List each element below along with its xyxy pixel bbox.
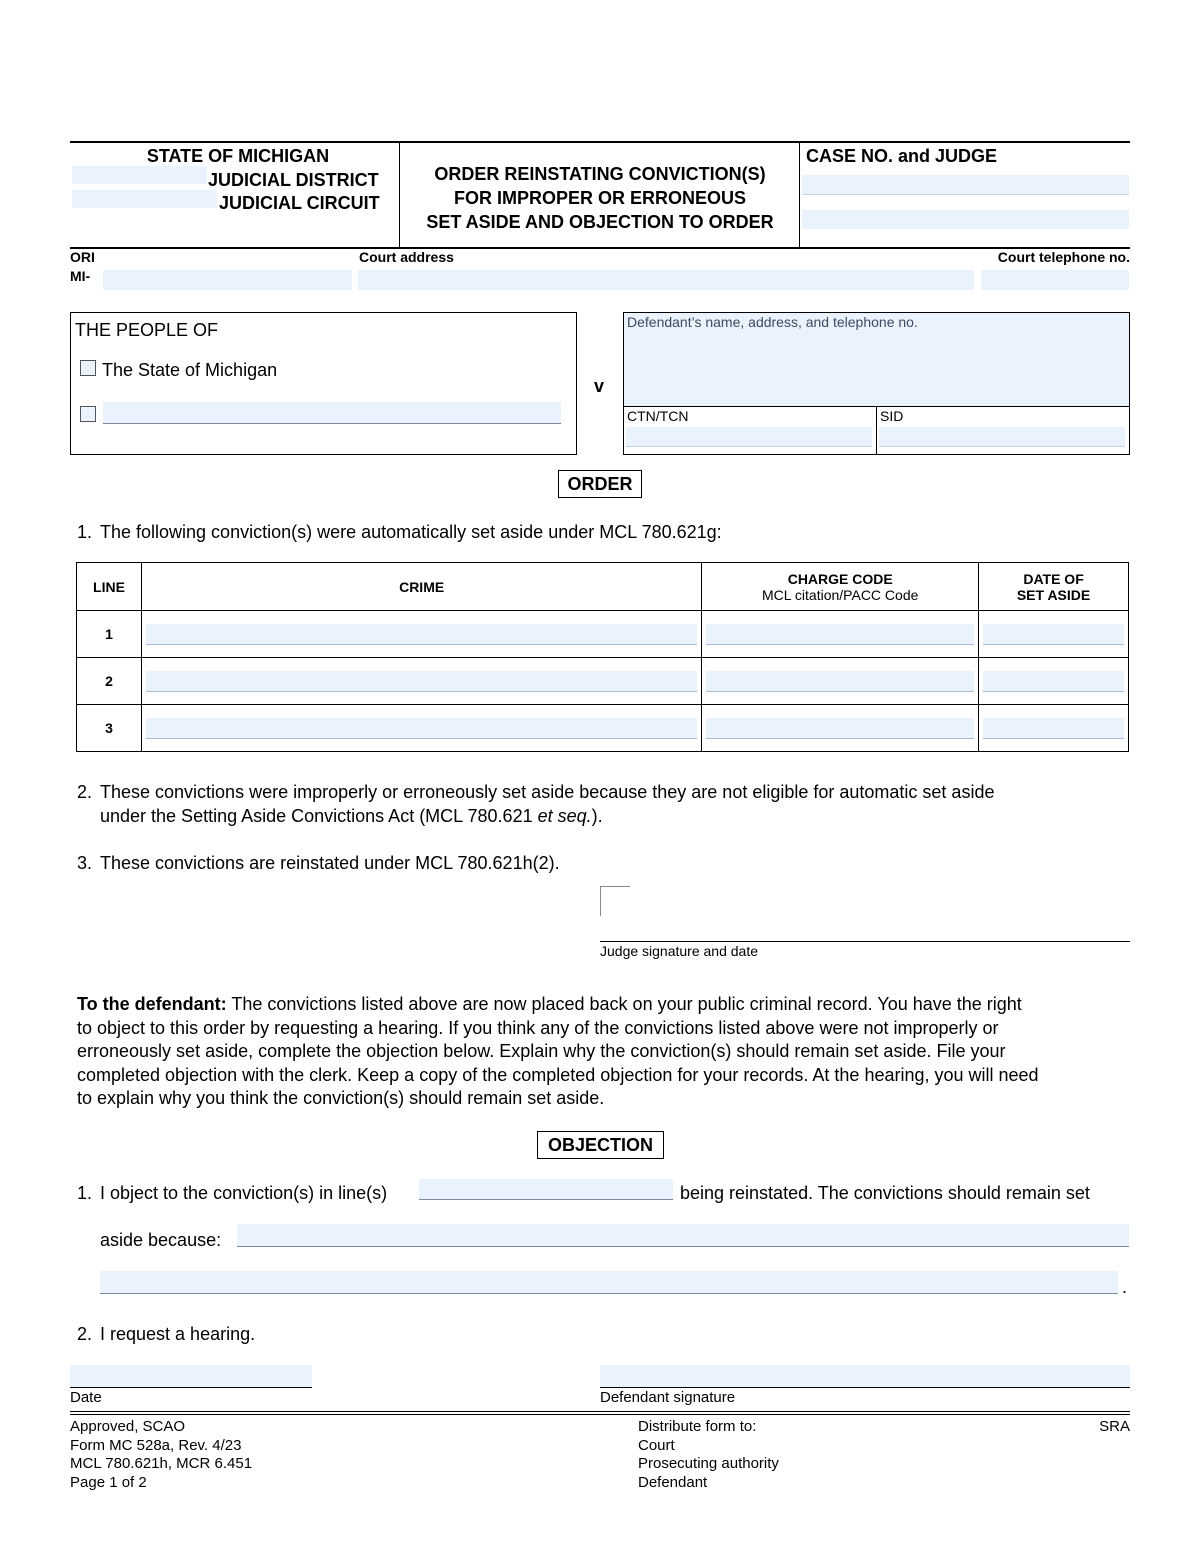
notice-line-2: to object to this order by requesting a hearing. If you think any of the convictions listed above were not improperly or xyxy=(77,1017,999,1038)
table-row xyxy=(77,658,1129,705)
crime-field[interactable] xyxy=(146,671,697,692)
notice-line-1-text: The convictions listed above are now placed back on your public criminal record. You have the right xyxy=(226,994,1022,1014)
order-item2-number: 2. xyxy=(77,782,93,802)
footer-form-number: Form MC 528a, Rev. 4/23 xyxy=(70,1436,242,1454)
col-date-title-2: SET ASIDE xyxy=(1016,586,1091,603)
order-item2-line2-b: ). xyxy=(591,805,603,826)
people-of-label: THE PEOPLE OF xyxy=(75,320,219,340)
charge-code-field[interactable] xyxy=(706,671,974,692)
footer-page-number: Page 1 of 2 xyxy=(70,1473,147,1491)
order-item3-text: These convictions are reinstated under MCL 780.621h(2). xyxy=(100,853,560,873)
date-cell xyxy=(979,611,1129,658)
crime-field[interactable] xyxy=(146,718,697,739)
other-plaintiff-field[interactable] xyxy=(103,402,561,424)
footer-code: SRA xyxy=(1099,1418,1130,1435)
order-item2-line1: These convictions were improperly or erroneously set aside because they are not eligible for automatic set aside xyxy=(100,782,995,802)
ctn-label: CTN/TCN xyxy=(627,408,689,424)
objection-item2-number: 2. xyxy=(77,1324,93,1344)
set-aside-date-field[interactable] xyxy=(983,671,1124,692)
order-item3-number: 3. xyxy=(77,853,93,873)
order-heading: ORDER xyxy=(558,470,642,498)
notice-line-4: completed objection with the clerk. Keep a copy of the completed objection for your records. At the hearing, you will need xyxy=(77,1064,1039,1085)
ori-field[interactable] xyxy=(103,270,352,290)
objection-item1-text-a: I object to the conviction(s) in line(s) xyxy=(100,1183,388,1203)
order-item1-text: The following conviction(s) were automatically set aside under MCL 780.621g: xyxy=(100,522,722,542)
set-aside-date-field[interactable] xyxy=(983,624,1124,645)
form-title-line-2: FOR IMPROPER OR ERRONEOUS xyxy=(453,188,747,208)
distribute-prosecutor: Prosecuting authority xyxy=(638,1455,779,1472)
order-item1-number: 1. xyxy=(77,522,93,542)
defendant-notice xyxy=(77,993,1137,1111)
notice-lead: To the defendant: xyxy=(77,994,227,1014)
charge-cell xyxy=(702,705,979,752)
charge-code-field[interactable] xyxy=(706,718,974,739)
defendant-signature-field[interactable] xyxy=(600,1365,1130,1388)
distribute-court: Court xyxy=(638,1436,675,1454)
row-line-number: 3 xyxy=(77,705,142,752)
convictions-table-header xyxy=(77,563,1129,611)
notice-line-1 xyxy=(77,993,1137,1017)
notice-line-5: to explain why you think the conviction(s) should remain set aside. xyxy=(77,1088,605,1108)
other-plaintiff-checkbox[interactable] xyxy=(80,406,96,422)
reason-field-2[interactable] xyxy=(100,1271,1118,1294)
header-bottom-rule xyxy=(70,247,1130,249)
objection-lines-field[interactable] xyxy=(419,1179,673,1200)
sid-field[interactable] xyxy=(879,427,1125,447)
objection-item2-text: I request a hearing. xyxy=(100,1324,256,1344)
objection-heading: OBJECTION xyxy=(537,1131,664,1159)
case-no-field-2[interactable] xyxy=(802,210,1129,229)
col-date-header xyxy=(979,563,1129,611)
crime-cell xyxy=(141,705,701,752)
court-address-field[interactable] xyxy=(358,270,974,290)
col-charge-subtitle: MCL citation/PACC Code xyxy=(762,586,919,603)
convictions-table xyxy=(76,562,1129,752)
objection-item1-text-b: being reinstated. The convictions should remain set xyxy=(680,1183,1090,1203)
crime-field[interactable] xyxy=(146,624,697,645)
date-label: Date xyxy=(70,1389,102,1406)
distribute-defendant: Defendant xyxy=(638,1473,708,1491)
charge-cell xyxy=(702,611,979,658)
reason-field-1[interactable] xyxy=(237,1224,1129,1247)
circuit-label: JUDICIAL CIRCUIT xyxy=(219,193,380,213)
case-no-label: CASE NO. and JUDGE xyxy=(806,146,998,166)
date-field[interactable] xyxy=(70,1365,312,1388)
footer-distribution xyxy=(638,1418,779,1492)
ori-label: ORI xyxy=(70,249,95,265)
court-phone-field[interactable] xyxy=(981,270,1129,290)
state-name: STATE OF MICHIGAN xyxy=(146,146,330,166)
reason-period: . xyxy=(1122,1277,1128,1297)
row-line-number: 1 xyxy=(77,611,142,658)
mi-label: MI- xyxy=(70,268,91,284)
order-item2-line2-a: under the Setting Aside Convictions Act (MCL 780.621 xyxy=(100,805,538,826)
defendant-info-label: Defendant’s name, address, and telephone no. xyxy=(627,314,918,330)
judge-signature-line xyxy=(600,941,1130,942)
circuit-field[interactable] xyxy=(72,190,217,208)
footer-authority: MCL 780.621h, MCR 6.451 xyxy=(70,1455,253,1472)
judge-signature-label: Judge signature and date xyxy=(600,943,759,959)
ctn-sid-divider xyxy=(876,406,877,455)
footer-approved: Approved, SCAO xyxy=(70,1418,186,1435)
district-label: JUDICIAL DISTRICT xyxy=(208,170,379,190)
crime-cell xyxy=(141,658,701,705)
objection-item1-number: 1. xyxy=(77,1183,93,1203)
court-address-label: Court address xyxy=(359,249,454,265)
table-row xyxy=(77,611,1129,658)
footer-rule-1 xyxy=(70,1411,1130,1412)
state-checkbox[interactable] xyxy=(80,360,96,376)
order-item2-text xyxy=(100,781,1130,828)
judge-signature-area[interactable] xyxy=(600,886,1130,941)
row-line-number: 2 xyxy=(77,658,142,705)
date-cell xyxy=(979,658,1129,705)
col-charge-title: CHARGE CODE xyxy=(787,570,893,587)
form-title xyxy=(400,162,800,234)
col-line-header: LINE xyxy=(77,563,142,611)
district-field[interactable] xyxy=(72,166,207,184)
form-title-line-1: ORDER REINSTATING CONVICTION(S) xyxy=(434,164,766,184)
versus-label: v xyxy=(594,376,605,396)
form-title-line-3: SET ASIDE AND OBJECTION TO ORDER xyxy=(426,212,774,232)
charge-code-field[interactable] xyxy=(706,624,974,645)
crime-cell xyxy=(141,611,701,658)
order-item2-line2 xyxy=(100,805,1130,829)
set-aside-date-field[interactable] xyxy=(983,718,1124,739)
col-charge-header xyxy=(702,563,979,611)
notice-line-3: erroneously set aside, complete the objection below. Explain why the conviction(s) should remain set aside. File your xyxy=(77,1041,1006,1061)
col-date-title-1: DATE OF xyxy=(1023,570,1084,587)
sid-label: SID xyxy=(880,408,904,424)
court-phone-label: Court telephone no. xyxy=(997,249,1130,265)
ctn-field[interactable] xyxy=(626,427,872,447)
case-no-field-1[interactable] xyxy=(802,175,1129,195)
table-row xyxy=(77,705,1129,752)
date-cell xyxy=(979,705,1129,752)
header-top-rule xyxy=(70,141,1130,143)
footer-approval xyxy=(70,1418,252,1492)
order-item2-line2-em: et seq. xyxy=(537,805,592,826)
aside-because-label: aside because: xyxy=(100,1230,222,1250)
distribute-heading: Distribute form to: xyxy=(638,1418,757,1435)
state-option-label: The State of Michigan xyxy=(102,360,278,380)
charge-cell xyxy=(702,658,979,705)
defendant-signature-label: Defendant signature xyxy=(600,1389,736,1406)
footer-rule-2 xyxy=(70,1414,1130,1415)
col-crime-header: CRIME xyxy=(141,563,701,611)
